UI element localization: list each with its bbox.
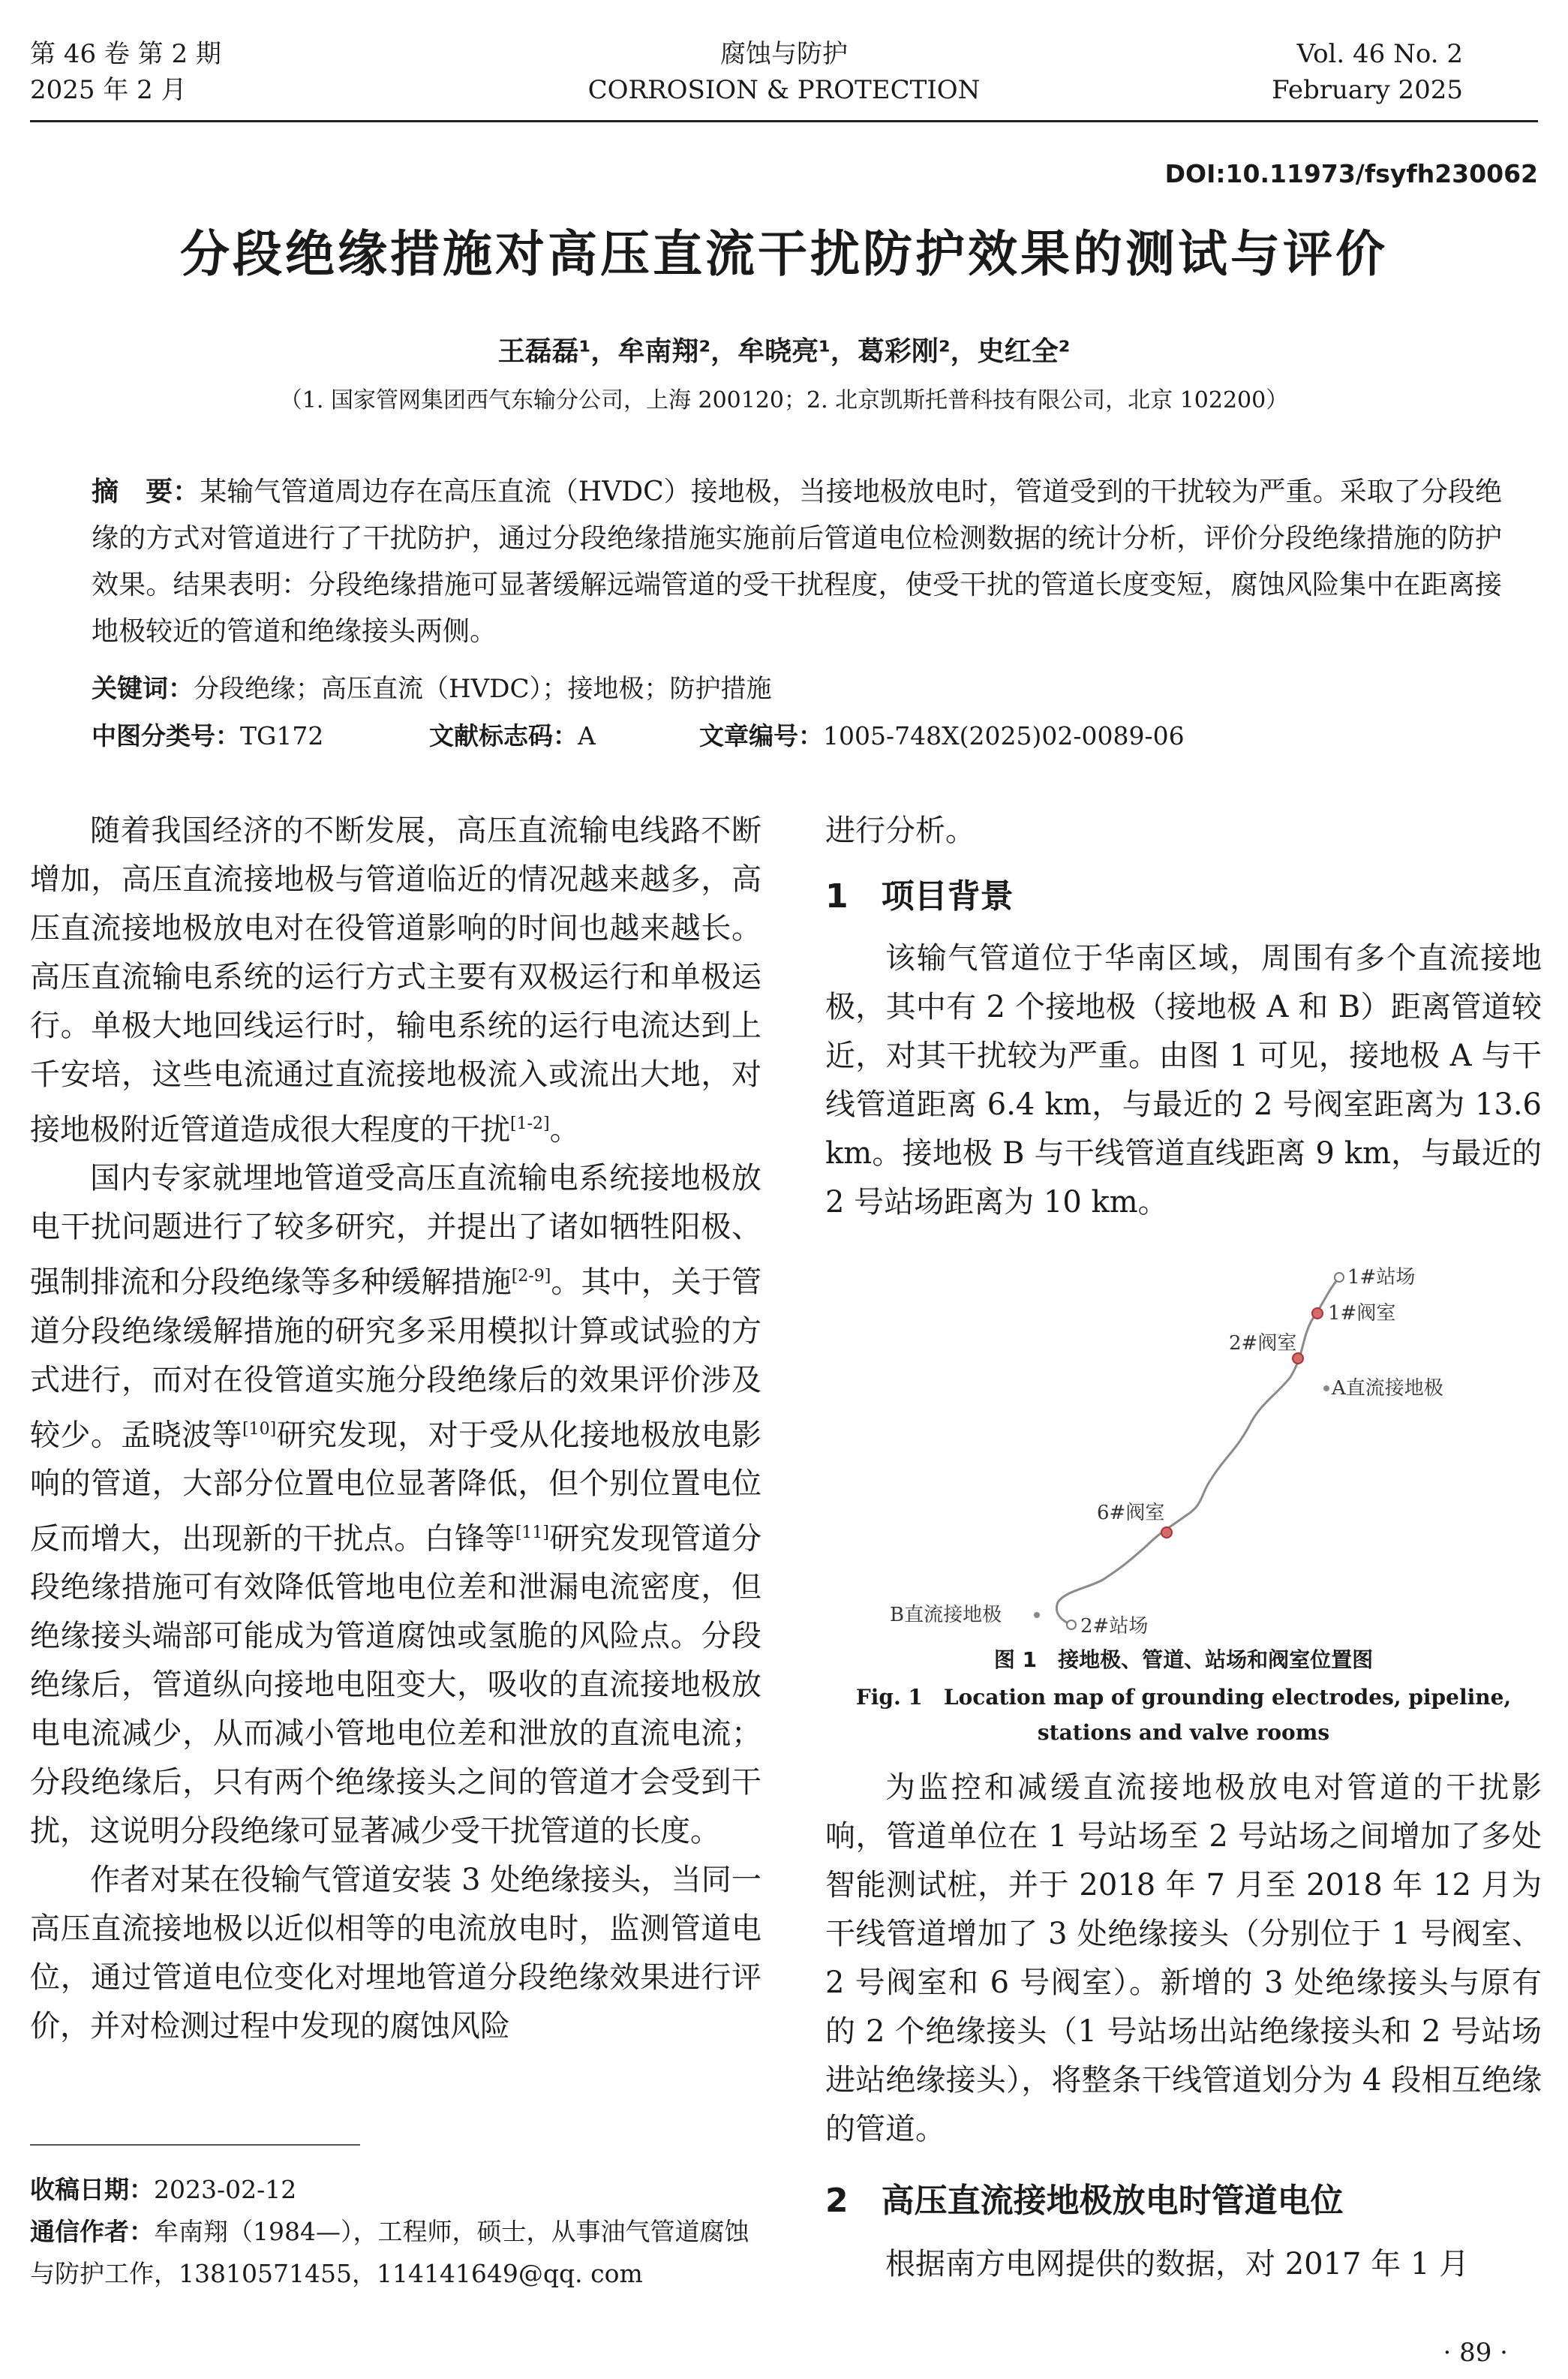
pipeline-line — [1056, 1277, 1339, 1625]
label-electrode-a: A直流接地极 — [1332, 1377, 1443, 1400]
paragraph: 作者对某在役输气管道安装 3 处绝缘接头，当同一高压直流接地极以近似相等的电流放电时，监测管道电位，通过管道电位变化对埋地管道分段绝缘效果进行评价，并对检测过程中发现的腐蚀风险 — [30, 1863, 761, 2044]
figure-caption-en-1: Fig. 1 Location map of grounding electrodes, pipeline, — [855, 1685, 1512, 1710]
abstract — [92, 469, 1502, 655]
paper-title: 分段绝缘措施对高压直流干扰防护效果的测试与评价 — [180, 225, 1388, 283]
journal-name: 腐蚀与防护 CORROSION & PROTECTION — [587, 39, 981, 105]
valve-1-marker — [1312, 1308, 1323, 1319]
keywords: 关键词：分段绝缘；高压直流（HVDC）；接地极；防护措施 — [92, 674, 772, 704]
right-column-bottom — [825, 1764, 1542, 2289]
abstract-label: 摘 要： — [92, 477, 200, 507]
section-heading-1: 1 项目背景 — [825, 877, 1014, 916]
label-station-1: 1#站场 — [1347, 1266, 1416, 1289]
affiliation: （1. 国家管网集团西气东输分公司，上海 200120；2. 北京凯斯托普科技有限公司，北京 102200） — [279, 387, 1289, 414]
paragraph: 根据南方电网提供的数据，对 2017 年 1 月 — [885, 2247, 1470, 2281]
label-station-2: 2#站场 — [1080, 1615, 1149, 1636]
page-number: · 89 · — [1443, 2338, 1508, 2368]
figure-caption-en-2: stations and valve rooms — [1037, 1720, 1330, 1745]
paragraph: 为监控和减缓直流接地极放电对管道的干扰影响，管道单位在 1 号站场至 2 号站场之间增加了多处智能测试桩，并于 2018 年 7 月至 2018 年 12 月为干线管道增加了 3 处绝缘接头（分别位于 1 号阀室、2 号阀室和 6 号阀室）。新增的 3 处绝缘接头与原有的 2 个绝缘接头（1 号站场出站绝缘接头和 2 号站场进站绝缘接头），将整条干线管道划分为 4 段相互绝缘的管道。 — [825, 1770, 1542, 2146]
label-valve-1: 1#阀室 — [1328, 1302, 1396, 1325]
journal-volume-issue: 第 46 卷 第 2 期 2025 年 2 月 — [30, 39, 221, 105]
label-valve-2: 2#阀室 — [1229, 1332, 1297, 1355]
paragraph: 随着我国经济的不断发展，高压直流输电线路不断增加，高压直流接地极与管道临近的情况越来越多，高压直流接地极放电对在役管道影响的时间也越来越长。高压直流输电系统的运行方式主要有双极运行和单极运行。单极大地回线运行时，输电系统的运行电流达到上千安培，这些电流通过直流接地极流入或流出大地，对接地极附近管道造成很大程度的干扰[1-2]。 — [30, 814, 761, 1147]
header-rule — [30, 120, 1538, 122]
valve-6-marker — [1161, 1527, 1172, 1538]
station-2-marker — [1067, 1620, 1076, 1629]
classification-line: 中图分类号：TG172 文献标志码：A 文章编号：1005-748X(2025)02-0089-06 — [92, 721, 1185, 750]
right-column-top: 进行分析。 1 项目背景 该输气管道位于华南区域，周围有多个直流接地极，其中有 2 个接地极（接地极 A 和 B）距离管道较近，对其干扰较为严重。由图 1 可见，接地极 A 与干线管道距离 6.4 km，与最近的 2 号阀室距离为 13.6 km。接地极 B 与干线管道直线距离 9 km，与最近的 2 号站场距离为 10 km。 — [825, 807, 1542, 1227]
footnote-rule — [30, 2144, 360, 2146]
electrode-b-marker — [1034, 1612, 1040, 1618]
location-map-figure — [870, 1246, 1530, 1636]
paragraph: 国内专家就埋地管道受高压直流输电系统接地极放电干扰问题进行了较多研究，并提出了诸如牺牲阳极、强制排流和分段绝缘等多种缓解措施[2-9]。其中，关于管道分段绝缘缓解措施的研究多采用模拟计算或试验的方式进行，而对在役管道实施分段绝缘后的效果评价涉及较少。孟晓波等[10]研究发现，对于受从化接地极放电影响的管道，大部分位置电位显著降低，但个别位置电位反而增大，出现新的干扰点。白锋等[11]研究发现管道分段绝缘措施可有效降低管地电位差和泄漏电流密度，但绝缘接头端部可能成为管道腐蚀或氢脆的风险点。分段绝缘后，管道纵向接地电阻变大，吸收的直流接地极放电电流减少，从而减小管地电位差和泄放的直流电流；分段绝缘后，只有两个绝缘接头之间的管道才会受到干扰，这说明分段绝缘可显著减少受干扰管道的长度。 — [30, 1161, 762, 1849]
section-heading-2: 2 高压直流接地极放电时管道电位 — [825, 2182, 1344, 2220]
footnote: 收稿日期：2023-02-12 通信作者：牟南翔（1984—），工程师，硕士，从事油气管道腐蚀与防护工作，13810571455，114141649@qq. com — [30, 2175, 749, 2288]
valve-2-marker — [1293, 1353, 1303, 1364]
left-column — [30, 807, 761, 2051]
figure-caption-cn: 图 1 接地极、管道、站场和阀室位置图 — [993, 1647, 1374, 1672]
authors: 王磊磊¹，牟南翔²，牟晓亮¹，葛彩刚²，史红全² — [497, 336, 1071, 367]
doi[interactable]: DOI:10.11973/fsyfh230062 — [1164, 159, 1538, 188]
station-1-marker — [1335, 1273, 1344, 1282]
paragraph: 该输气管道位于华南区域，周围有多个直流接地极，其中有 2 个接地极（接地极 A 和 B）距离管道较近，对其干扰较为严重。由图 1 可见，接地极 A 与干线管道距离 6.4 km，与最近的 2 号阀室距离为 13.6 km。接地极 B 与干线管道直线距离 9 km，与最近的 2 号站场距离为 10 km。 — [825, 941, 1542, 1220]
label-electrode-b: B直流接地极 — [890, 1604, 1002, 1626]
electrode-a-marker — [1323, 1385, 1329, 1391]
journal-volume-en: Vol. 46 No. 2 February 2025 — [1272, 39, 1463, 105]
abstract-text: 某输气管道周边存在高压直流（HVDC）接地极，当接地极放电时，管道受到的干扰较为严重。采取了分段绝缘的方式对管道进行了干扰防护，通过分段绝缘措施实施前后管道电位检测数据的统计分析，评价分段绝缘措施的防护效果。结果表明：分段绝缘措施可显著缓解远端管道的受干扰程度，使受干扰的管道长度变短，腐蚀风险集中在距离接地极较近的管道和绝缘接头两侧。 — [92, 477, 1502, 647]
label-valve-6: 6#阀室 — [1097, 1502, 1165, 1524]
